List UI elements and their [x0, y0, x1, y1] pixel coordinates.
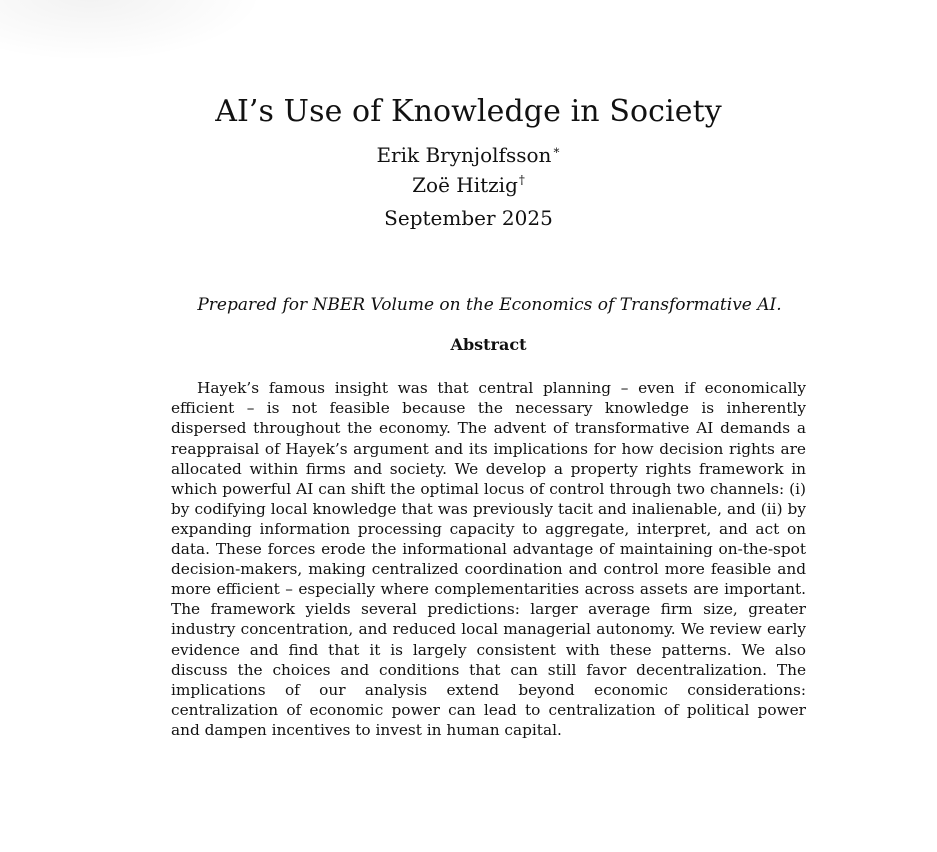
- publication-date: September 2025: [384, 206, 553, 230]
- author-1: [0, 138, 937, 168]
- paper-title: AI’s Use of Knowledge in Society: [215, 94, 722, 130]
- author-1-footnote-mark: ∗: [552, 143, 561, 157]
- page-corner-shadow: [0, 0, 260, 60]
- author-1-name: Erik Brynjolfsson: [376, 143, 552, 167]
- author-2-footnote-mark: †: [518, 173, 525, 187]
- abstract-heading: Abstract: [450, 335, 527, 354]
- prepared-for-note: Prepared for NBER Volume on the Economics of Transformative AI.: [197, 295, 782, 315]
- author-2-name: Zoë Hitzig: [412, 173, 518, 197]
- author-2: [0, 168, 937, 198]
- author-list: [0, 138, 937, 198]
- abstract-body: Hayek’s famous insight was that central planning – even if economically efficient – is not feasible because the necessary knowledge is inherently dispersed throughout the economy. The advent of transformative AI demands a reappraisal of Hayek’s argument and its implications for how decision rights are allocated within firms and society. We develop a property rights framework in which powerful AI can shift the optimal locus of control through two channels: (i) by codifying local knowledge that was previously tacit and inalienable, and (ii) by expanding information processing capacity to aggregate, interpret, and act on data. These forces erode the informational advantage of maintaining on-the-spot decision-makers, making centralized coordination and control more feasible and more efficient – especially where complementarities across assets are important. The framework yields several predictions: larger average firm size, greater industry concentration, and reduced local managerial autonomy. We review early evidence and find that it is largely consistent with these patterns. We also discuss the choices and conditions that can still favor decentralization. The implications of our analysis extend beyond economic considerations: centralization of economic power can lead to centralization of political power and dampen incentives to invest in human capital.: [171, 379, 806, 739]
